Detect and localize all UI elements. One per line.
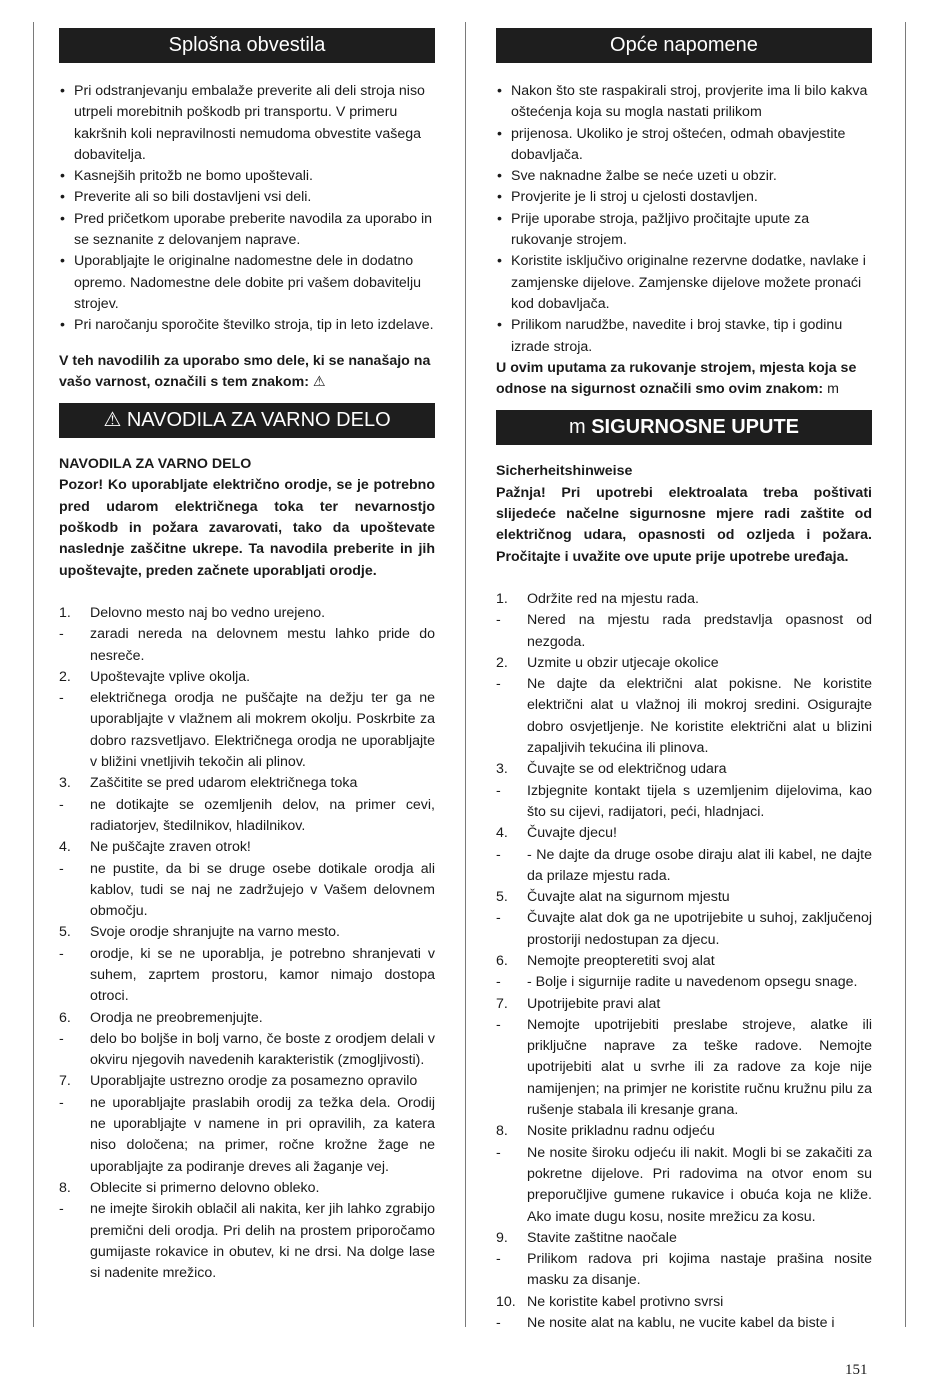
item-text: - Bolje i sigurnije radite u navedenom opsegu snage. (527, 974, 858, 991)
rule-detail-item (496, 1015, 872, 1121)
item-text: Uzmite u obzir utjecaje okolice (527, 654, 719, 671)
item-text: ne uporabljajte praslabih orodij za težka dela. Orodij ne uporabljajte v namene in pri opravilih, za katera niso določena; na primer, ročne krožne žage ne uporabljajte za podiranje dreves ali žaganje vej. (90, 1094, 435, 1175)
item-text: električnega orodja ne puščajte na dežju ter ga ne uporabljajte v vlažnem ali mokrem okolju. Poskrbite za dobro razsvetljavo. Električnega orodja ne uporabljajte v bližini vnetljivih tekočin ali plinov. (90, 690, 435, 771)
bullet-item: • Uporabljajte le originalne nadomestne dele in dodatno opremo. Nadomestne dele dobite pri vašem dobavitelju strojev. (59, 251, 435, 315)
safety-instructions-heading-sl: ⚠ NAVODILA ZA VARNO DELO (59, 403, 435, 438)
bullet-item: • Nakon što ste raspakirali stroj, provjerite ima li bilo kakva oštećenja koja su mogla nastati prilikom (496, 81, 872, 124)
item-text: Nered na mjestu rada predstavlja opasnost od nezgoda. (527, 612, 872, 650)
item-marker: 6. (496, 952, 508, 969)
general-notes-heading-hr: Opće napomene (496, 28, 872, 63)
safety-symbol-mark-hr: m (827, 381, 839, 398)
item-marker: - (496, 974, 501, 991)
bullet-item: • Prilikom narudžbe, navedite i broj stavke, tip i godinu izrade stroja. (496, 315, 872, 358)
item-marker: 10. (496, 1293, 516, 1310)
item-marker: - (496, 1016, 501, 1033)
safety-subheading-sl: NAVODILA ZA VARNO DELO (59, 456, 252, 473)
general-notes-list-hr (496, 81, 872, 358)
left-margin-rule (33, 22, 34, 1327)
item-marker: 1. (59, 604, 71, 621)
item-marker: - (59, 1201, 64, 1218)
item-text: Čuvajte alat na sigurnom mjestu (527, 889, 730, 906)
item-text: Čuvajte alat dok ga ne upotrijebite u suhoj, zaključenoj prostoriji nedostupan za djecu. (527, 910, 872, 948)
item-marker: - (496, 1251, 501, 1268)
rule-detail-item (496, 908, 872, 951)
item-text: Oblecite si primerno delovno obleko. (90, 1179, 320, 1196)
rule-detail-item (59, 859, 435, 923)
item-marker: 1. (496, 590, 508, 607)
item-marker: - (59, 1094, 64, 1111)
item-text: Izbjegnite kontakt tijela s uzemljenim dijelovima, kao što su cijevi, radijatori, peći, hladnjaci. (527, 782, 872, 820)
rule-number-item (496, 1228, 872, 1249)
rule-detail-item (59, 1093, 435, 1178)
rule-detail-item (496, 1313, 872, 1334)
left-column (59, 28, 435, 1284)
safety-subheading-hr: Sicherheitshinweise (496, 463, 633, 480)
bullet-item: • Pri odstranjevanju embalaže preverite ali deli stroja niso utrpeli morebitnih poškodb pri transportu. V primeru kakršnih koli nepravilnosti nemudoma obvestite vašega dobavitelja. (59, 81, 435, 166)
rule-number-item (496, 653, 872, 674)
item-marker: - (496, 676, 501, 693)
rule-number-item (496, 1292, 872, 1313)
bullet-item: • Preverite ali so bili dostavljeni vsi deli. (59, 187, 435, 208)
item-text: delo bo boljše in bolj varno, če boste z orodjem delali v okviru njegovih navedenih karakteristik (zmogljivosti). (90, 1030, 435, 1069)
item-marker: 5. (496, 889, 508, 906)
bullet-item: • Pred pričetkom uporabe preberite navodila za uporabo in se seznanite z delovanjem naprave. (59, 209, 435, 252)
rule-number-item (496, 951, 872, 972)
item-text: Nosite prikladnu radnu odjeću (527, 1123, 715, 1140)
bullet-item: • Sve naknadne žalbe se neće uzeti u obzir. (496, 166, 872, 187)
rule-number-item (59, 667, 435, 688)
item-text: ne pustite, da bi se druge osebe dotikale orodja ali kablov, tudi se naj ne zadržujejo v Vašem delovnem območju. (90, 860, 435, 920)
item-marker: 8. (496, 1123, 508, 1140)
rule-number-item (496, 823, 872, 844)
safety-intro-sl: Pozor! Ko uporabljate električno orodje, se je potrebno pred udarom električnega toka ter nevarnostjo poškodb in požara zavarovati, tako da upoštevate naslednje zaščitne ukrepe. Ta navodila preberite in jih upoštevajte, preden začnete uporabljati orodje. (59, 477, 435, 579)
rule-number-item (59, 1178, 435, 1199)
general-notes-list-sl (59, 81, 435, 337)
rule-detail-item (496, 972, 872, 993)
item-text: Ne koristite kabel protivno svrsi (527, 1293, 724, 1310)
item-text: Delovno mesto naj bo vedno urejeno. (90, 604, 326, 621)
item-marker: - (496, 1315, 501, 1332)
bullet-item: • Pri naročanju sporočite številko stroja, tip in leto izdelave. (59, 315, 435, 336)
item-marker: 4. (496, 825, 508, 842)
bullet-item: • prijenosa. Ukoliko je stroj oštećen, odmah obavjestite dobavljača. (496, 124, 872, 167)
rule-detail-item (496, 1143, 872, 1228)
item-text: Orodja ne preobremenjujte. (90, 1009, 263, 1026)
item-text: Ne nosite široku odjeću ili nakit. Mogli bi se zakačiti za pokretne dijelove. Pri radovima na otvor enom su preporučljive gumene rukavice i obuća koja ne kliže. Ako imate dugu kosu, nosite mrežicu za kosu. (527, 1144, 872, 1225)
rule-number-item (59, 603, 435, 624)
item-text: Ne puščajte zraven otrok! (90, 839, 251, 856)
right-column (496, 28, 872, 1334)
item-text: orodje, ki se ne uporablja, je potrebno shranjevati v suhem, zaprtem prostoru, kamor nimajo dostopa otroci. (90, 945, 435, 1005)
item-text: ne dotikajte se ozemljenih delov, na primer cevi, radiatorjev, štedilnikov, hladilnikov. (90, 796, 435, 834)
rule-detail-item (496, 610, 872, 653)
rule-number-item (59, 773, 435, 794)
item-text: Nemojte upotrijebiti preslabe strojeve, alatke ili priključne naprave za teške radove. Nemojte upotrijebiti alat u svrhe ili za radove za koje nije namijenjen; na primjer ne koristite ručnu kružnu pilu za rušenje stabala ili kresanje grana. (527, 1016, 872, 1119)
item-text: Ne dajte da električni alat pokisne. Ne koristite električni alat u vlažnoj ili mokroj sredini. Osigurajte dobro osvjetljenje. Ne koristite električni alat u blizini zapaljivih tekućina ili plinova. (527, 676, 872, 757)
safety-symbol-note-text-hr: U ovim uputama za rukovanje strojem, mjesta koja se odnose na sigurnost označili smo ovim znakom: (496, 359, 857, 398)
item-text: Nemojte preopteretiti svoj alat (527, 952, 715, 969)
item-marker: 7. (59, 1073, 71, 1090)
item-marker: - (59, 796, 64, 813)
safety-symbol-note-hr (496, 358, 872, 401)
safety-rules-list-sl (59, 603, 435, 1285)
rule-detail-item (59, 1199, 435, 1284)
item-text: zaradi nereda na delovnem mestu lahko pride do nesreče. (90, 626, 435, 664)
item-marker: - (496, 910, 501, 927)
safety-instructions-heading-hr (496, 410, 872, 445)
rule-detail-item (496, 674, 872, 759)
item-marker: - (59, 945, 64, 962)
rule-number-item (496, 589, 872, 610)
item-text: Stavite zaštitne naočale (527, 1229, 677, 1246)
rule-number-item (59, 1071, 435, 1092)
safety-heading-symbol-hr: m (568, 416, 586, 439)
bullet-item: • Provjerite je li stroj u cjelosti dostavljen. (496, 187, 872, 208)
rule-number-item (59, 837, 435, 858)
item-text: Čuvajte se od električnog udara (527, 761, 727, 778)
item-text: ne imejte širokih oblačil ali nakita, ker jih lahko zgrabijo premični deli orodja. Pri delih na prostem priporočamo gumijaste rokavice in obutev, ki ne drsi. Na dolge lase si nadenite mrežico. (90, 1201, 435, 1282)
rule-number-item (496, 759, 872, 780)
rule-number-item (59, 1008, 435, 1029)
rule-number-item (496, 887, 872, 908)
item-marker: 6. (59, 1009, 71, 1026)
rule-detail-item (59, 944, 435, 1008)
item-marker: - (496, 1144, 501, 1161)
safety-symbol-note-sl: V teh navodilih za uporabo smo dele, ki se nanašajo na vašo varnost, označili s tem znakom: ⚠ (59, 352, 431, 390)
rule-detail-item (59, 795, 435, 838)
item-marker: - (496, 612, 501, 629)
item-marker: 3. (496, 761, 508, 778)
item-marker: 5. (59, 924, 71, 941)
item-marker: 3. (59, 775, 71, 792)
rule-number-item (59, 922, 435, 943)
center-column-rule (465, 22, 466, 1327)
bullet-item: • Koristite isključivo originalne rezervne dodatke, navlake i zamjenske dijelove. Zamjenske dijelove možete pronaći kod dobavljača. (496, 251, 872, 315)
item-marker: 8. (59, 1179, 71, 1196)
item-marker: - (496, 846, 501, 863)
item-text: Uporabljajte ustrezno orodje za posamezno opravilo (90, 1073, 418, 1090)
rule-detail-item (496, 781, 872, 824)
safety-intro-hr: Pažnja! Pri upotrebi elektroalata treba poštivati slijedeće načelne sigurnosne mjere radi zaštite od električnog udara, opasnosti od ozljeda i požara. Pročitajte i uvažite ove upute prije upotrebe uređaja. (496, 484, 872, 565)
item-marker: - (59, 860, 64, 877)
right-margin-rule (905, 22, 906, 1327)
bullet-item: • Kasnejših pritožb ne bomo upoštevali. (59, 166, 435, 187)
rule-detail-item (59, 1029, 435, 1072)
rule-detail-item (496, 845, 872, 888)
item-text: Svoje orodje shranjujte na varno mesto. (90, 924, 340, 941)
rule-number-item (496, 994, 872, 1015)
item-text: Upoštevajte vplive okolja. (90, 668, 251, 685)
item-text: Čuvajte djecu! (527, 825, 617, 842)
bullet-item: • Prije uporabe stroja, pažljivo pročitajte upute za rukovanje strojem. (496, 209, 872, 252)
item-marker: - (496, 782, 501, 799)
page-number: 151 (845, 1362, 868, 1378)
item-text: Prilikom radova pri kojima nastaje prašina nosite masku za disanje. (527, 1251, 872, 1289)
safety-heading-text-hr: SIGURNOSNE UPUTE (591, 416, 800, 439)
item-text: Upotrijebite pravi alat (527, 995, 661, 1012)
item-marker: - (59, 690, 64, 707)
rule-detail-item (59, 688, 435, 773)
general-notes-heading-sl: Splošna obvestila (59, 28, 435, 63)
item-marker: - (59, 626, 64, 643)
item-marker: - (59, 1030, 64, 1047)
rule-detail-item (496, 1249, 872, 1292)
item-text: Zaščitite se pred udarom električnega toka (90, 775, 358, 792)
item-text: - Ne dajte da druge osobe diraju alat ili kabel, ne dajte da prilaze mjestu rada. (527, 846, 872, 884)
rule-number-item (496, 1121, 872, 1142)
item-text: Ne nosite alat na kablu, ne vucite kabel da biste i (527, 1315, 835, 1332)
item-marker: 9. (496, 1229, 508, 1246)
item-marker: 4. (59, 839, 71, 856)
item-marker: 7. (496, 995, 508, 1012)
rule-detail-item (59, 624, 435, 667)
safety-rules-list-hr (496, 589, 872, 1334)
item-marker: 2. (59, 668, 71, 685)
item-marker: 2. (496, 654, 508, 671)
item-text: Održite red na mjestu rada. (527, 590, 699, 607)
